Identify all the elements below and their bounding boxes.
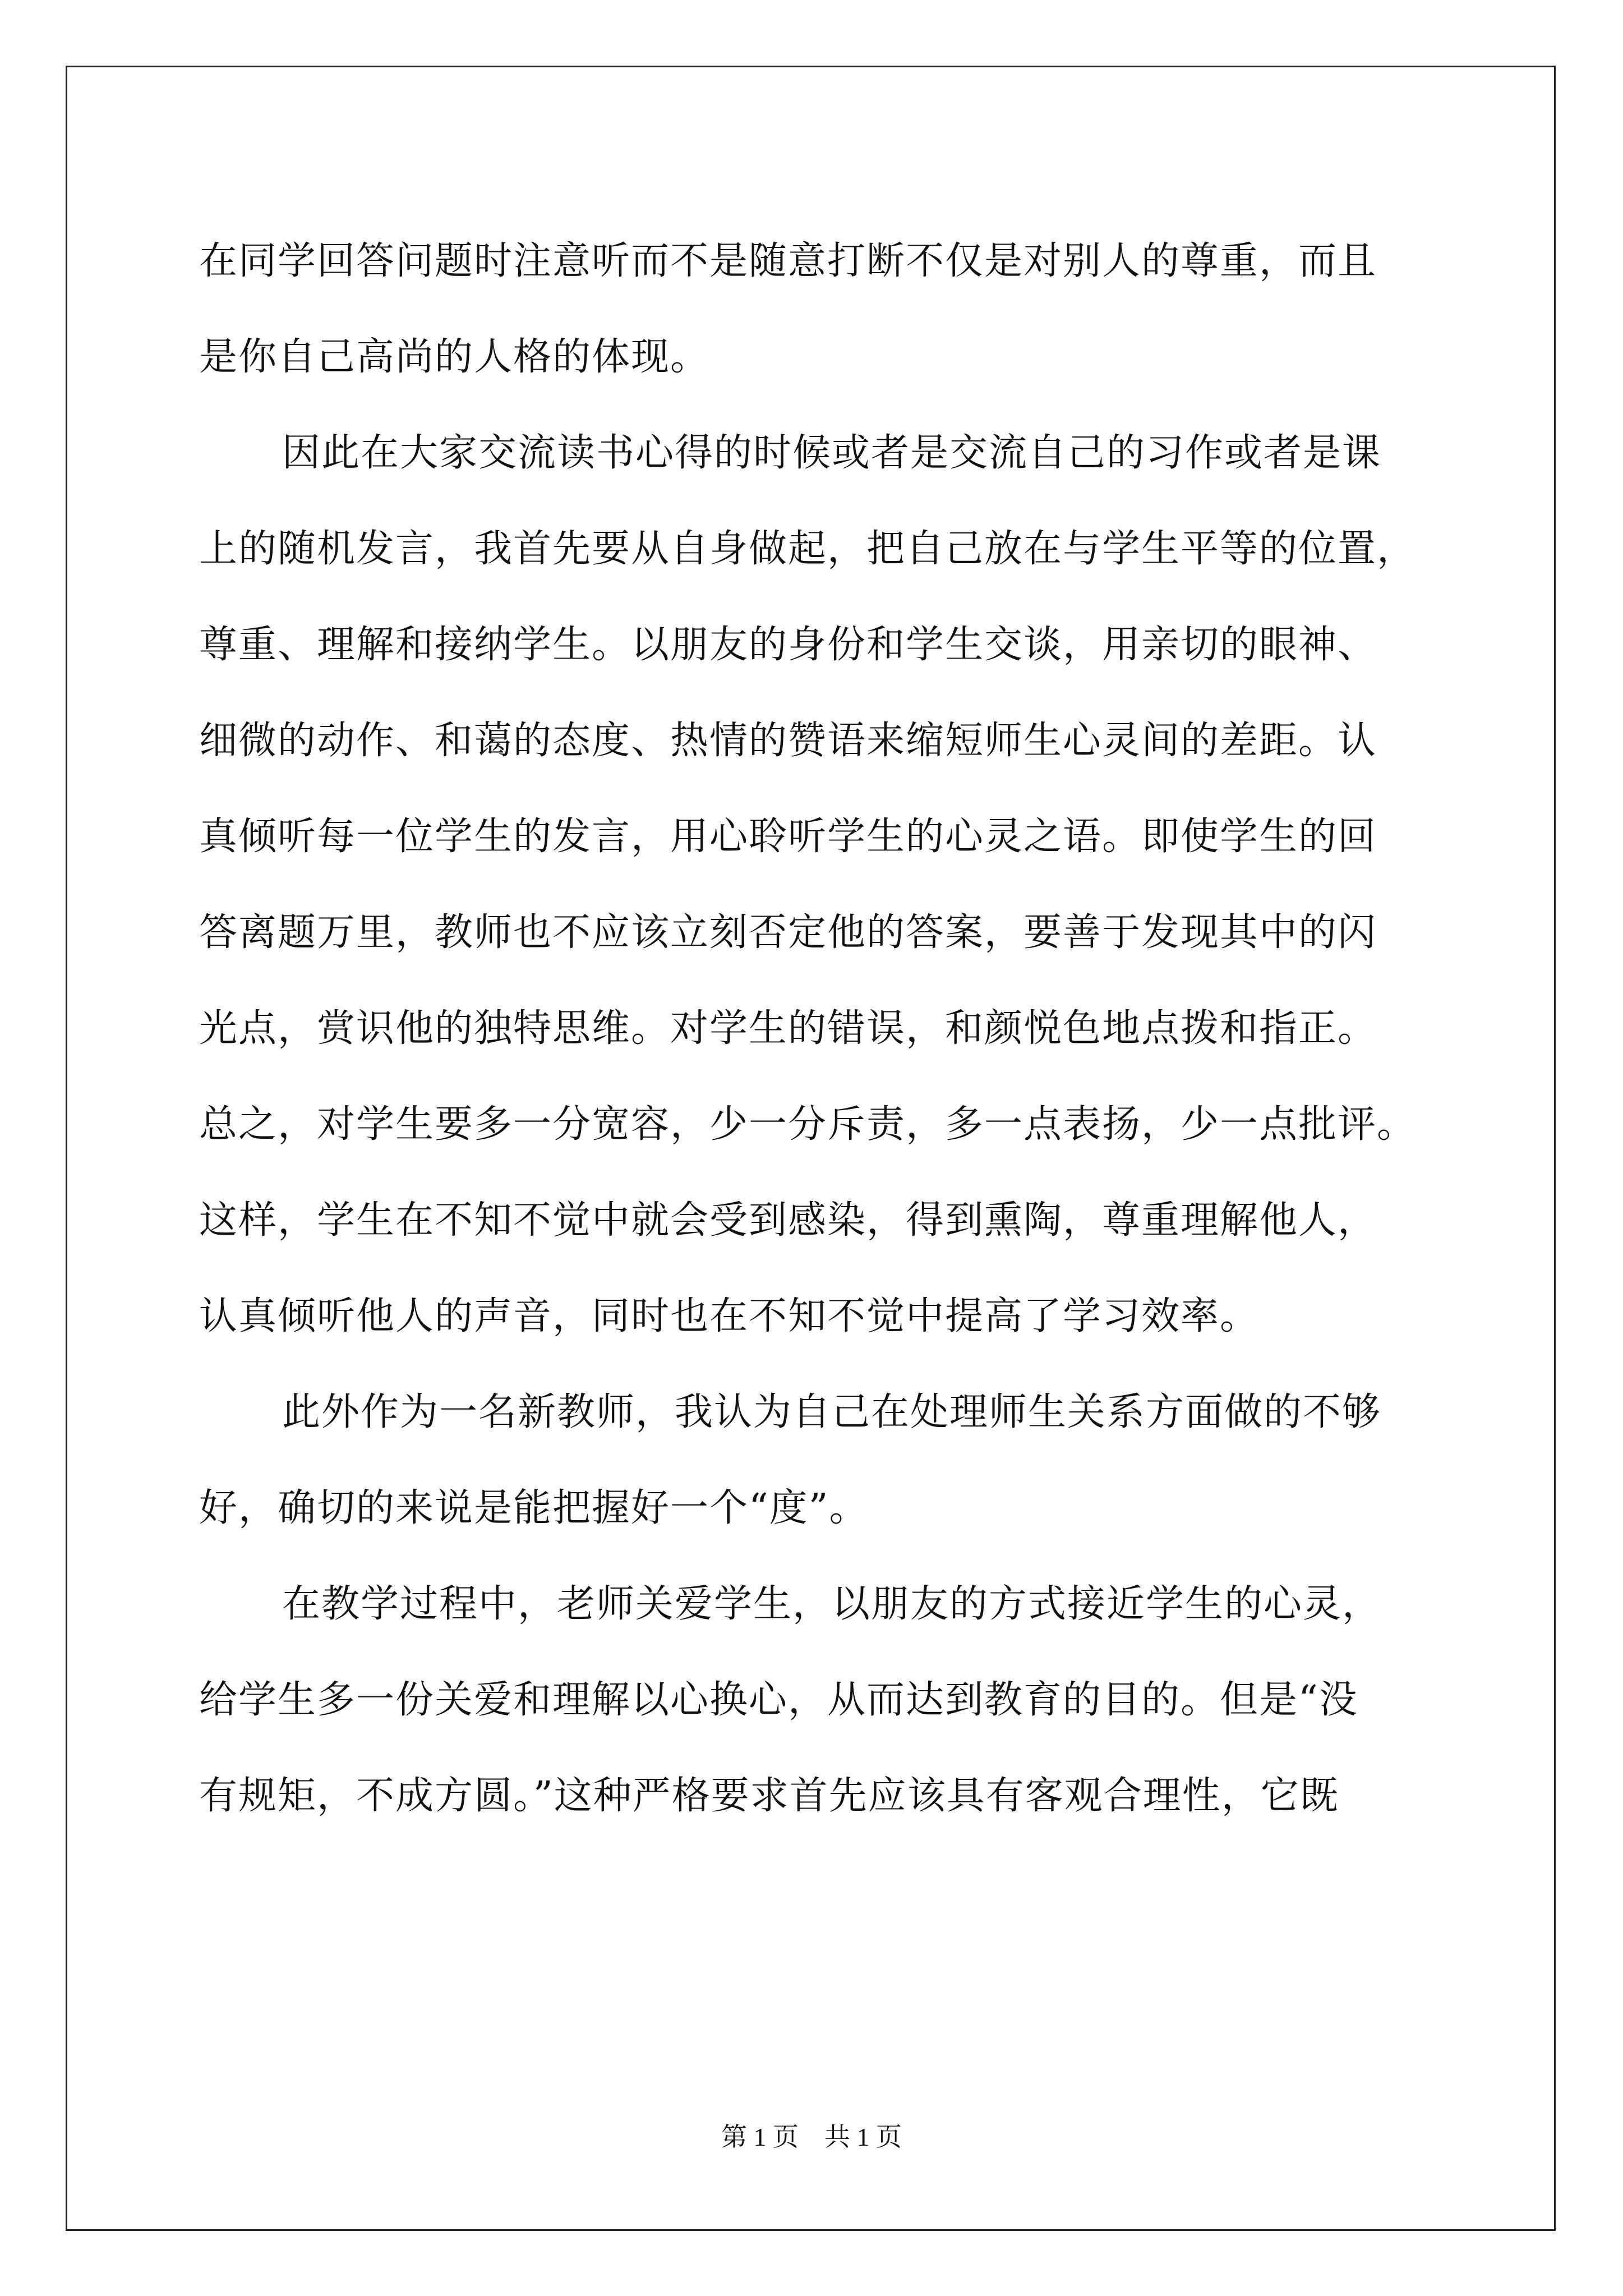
- page-footer: 第 1 页 共 1 页: [721, 2123, 902, 2151]
- text-line: 认真倾听他人的声音，同时也在不知不觉中提高了学习效率。: [199, 1294, 1260, 1338]
- text-line: 尊重、理解和接纳学生。以朋友的身份和学生交谈，用亲切的眼神、: [199, 623, 1377, 667]
- text-line: 在同学回答问题时注意听而不是随意打断不仅是对别人的尊重，而且: [199, 239, 1377, 283]
- text-line: 真倾听每一位学生的发言，用心聆听学生的心灵之语。即使学生的回: [199, 815, 1377, 859]
- paragraph-start-line: 此外作为一名新教师，我认为自己在处理师生关系方面做的不够: [282, 1390, 1382, 1434]
- text-line: 细微的动作、和蔼的态度、热情的赞语来缩短师生心灵间的差距。认: [199, 719, 1377, 763]
- text-line: 给学生多一份关爱和理解以心换心，从而达到教育的目的。但是“没: [199, 1678, 1358, 1722]
- text-line: 光点，赏识他的独特思维。对学生的错误，和颜悦色地点拨和指正。: [199, 1006, 1377, 1051]
- text-line: 这样，学生在不知不觉中就会受到感染，得到熏陶，尊重理解他人，: [199, 1198, 1377, 1243]
- text-line: 上的随机发言，我首先要从自身做起，把自己放在与学生平等的位置，: [199, 527, 1417, 571]
- text-line: 总之，对学生要多一分宽容，少一分斥责，多一点表扬，少一点批评。: [199, 1102, 1417, 1147]
- text-line: 是你自己高尚的人格的体现。: [199, 335, 710, 379]
- text-line: 答离题万里，教师也不应该立刻否定他的答案，要善于发现其中的闪: [199, 910, 1377, 955]
- paragraph-start-line: 在教学过程中，老师关爱学生，以朋友的方式接近学生的心灵，: [282, 1582, 1382, 1626]
- text-line: 好，确切的来说是能把握好一个“度”。: [199, 1486, 869, 1530]
- paragraph-start-line: 因此在大家交流读书心得的时候或者是交流自己的习作或者是课: [282, 431, 1382, 475]
- text-line: 有规矩，不成方圆。”这种严格要求首先应该具有客观合理性，它既: [199, 1774, 1339, 1818]
- document-body: [199, 213, 1455, 1844]
